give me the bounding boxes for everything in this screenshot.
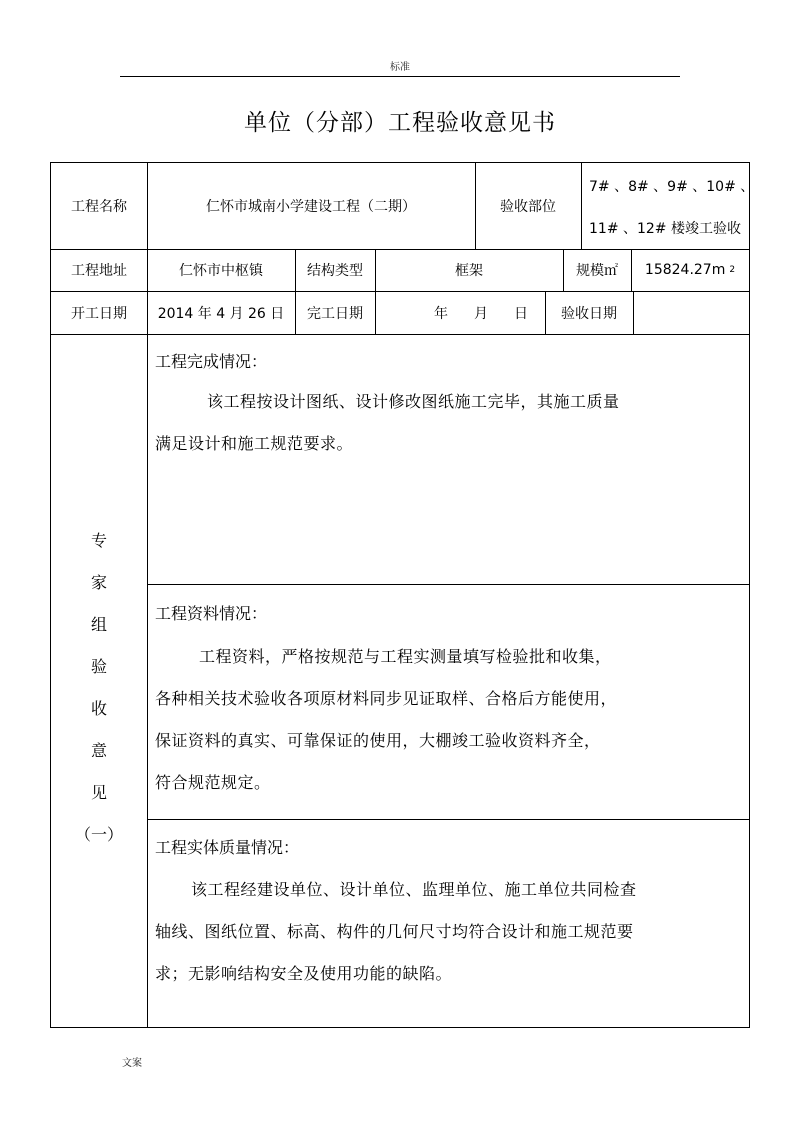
section-divider-1 bbox=[147, 584, 749, 585]
side-label-char: 验 bbox=[90, 657, 107, 676]
acceptance-date-value bbox=[633, 291, 749, 334]
acceptance-form bbox=[50, 162, 755, 1028]
section-quality-line: 该工程经建设单位、设计单位、监理单位、施工单位共同检查 bbox=[191, 880, 637, 899]
project-name-label: 工程名称 bbox=[71, 199, 127, 215]
section-documents-line: 工程资料，严格按规范与工程实测量填写检验批和收集， bbox=[199, 647, 612, 666]
side-label-char: 见 bbox=[90, 783, 107, 802]
section-documents-line: 保证资料的真实、可靠保证的使用，大棚竣工验收资料齐全， bbox=[155, 731, 601, 750]
scale-superscript: 2 bbox=[729, 265, 736, 275]
scale-value: 15824.27m bbox=[644, 262, 726, 278]
section-quality-line: 求；无影响结构安全及使用功能的缺陷。 bbox=[155, 964, 453, 983]
address-value: 仁怀市中枢镇 bbox=[179, 263, 263, 279]
section-quality-title: 工程实体质量情况： bbox=[155, 838, 300, 857]
row1-col-divider-b bbox=[581, 163, 582, 249]
side-label-char: 意 bbox=[90, 741, 107, 760]
side-label-char: 家 bbox=[90, 573, 107, 592]
row3-col-divider-b bbox=[375, 291, 376, 334]
scale-label: 规模㎡ bbox=[576, 263, 618, 279]
structure-type-value: 框架 bbox=[455, 263, 483, 279]
page-header-label: 标准 bbox=[390, 62, 410, 73]
acceptance-part-line-1: 7# 、8# 、9# 、10# 、 bbox=[589, 179, 755, 195]
start-date-value: 2014 年 4 月 26 日 bbox=[157, 305, 285, 322]
scale-value-cell bbox=[631, 249, 749, 291]
side-label-char: 收 bbox=[90, 699, 107, 718]
section-documents-line: 符合规范规定。 bbox=[155, 773, 271, 792]
section-completion-line: 该工程按设计图纸、设计修改图纸施工完毕，其施工质量 bbox=[207, 392, 620, 411]
structure-type-label: 结构类型 bbox=[307, 263, 363, 279]
side-label-char: 组 bbox=[90, 615, 107, 634]
acceptance-date-label: 验收日期 bbox=[561, 305, 617, 322]
page-footer-label: 文案 bbox=[122, 1058, 142, 1069]
side-label-char: 专 bbox=[90, 531, 107, 550]
finish-month: 月 bbox=[474, 305, 488, 322]
section-divider-2 bbox=[147, 819, 749, 820]
section-completion-title: 工程完成情况： bbox=[155, 352, 268, 371]
finish-date-label: 完工日期 bbox=[307, 305, 363, 322]
header-rule bbox=[120, 76, 680, 77]
finish-year: 年 bbox=[434, 305, 448, 322]
section-completion-line: 满足设计和施工规范要求。 bbox=[155, 434, 354, 453]
address-label: 工程地址 bbox=[71, 263, 127, 279]
section-documents-title: 工程资料情况： bbox=[155, 604, 268, 623]
acceptance-part-line-2: 11# 、12# 楼竣工验收 bbox=[589, 221, 741, 237]
acceptance-part-label: 验收部位 bbox=[500, 199, 556, 215]
section-quality-line: 轴线、图纸位置、标高、构件的几何尺寸均符合设计和施工规范要 bbox=[155, 922, 634, 941]
start-date-label: 开工日期 bbox=[71, 305, 127, 322]
finish-day: 日 bbox=[514, 305, 528, 322]
side-label-char: （一） bbox=[74, 825, 123, 844]
section-documents-line: 各种相关技术验收各项原材料同步见证取样、合格后方能使用， bbox=[155, 689, 618, 708]
project-name-value: 仁怀市城南小学建设工程（二期） bbox=[206, 199, 416, 215]
document-title: 单位（分部）工程验收意见书 bbox=[244, 110, 556, 136]
row-divider-3 bbox=[51, 334, 749, 335]
